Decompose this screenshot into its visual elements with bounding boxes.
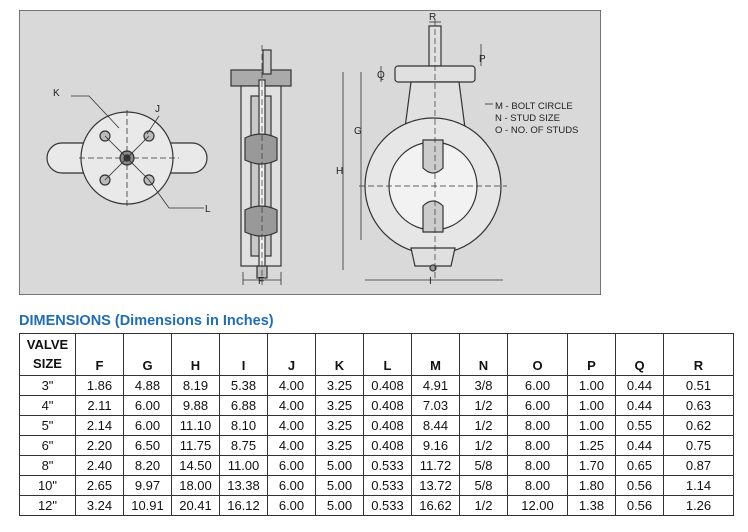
table-cell: 5.00 bbox=[316, 496, 364, 516]
legend-item: M - BOLT CIRCLE bbox=[495, 101, 573, 112]
table-cell: 1.00 bbox=[568, 396, 616, 416]
table-cell: 9.16 bbox=[412, 436, 460, 456]
label-k: K bbox=[53, 88, 60, 99]
column-header-k: K bbox=[316, 334, 364, 376]
table-cell: 3" bbox=[20, 376, 76, 396]
table-cell: 8.20 bbox=[124, 456, 172, 476]
table-cell: 0.408 bbox=[364, 416, 412, 436]
table-cell: 5" bbox=[20, 416, 76, 436]
table-cell: 9.88 bbox=[172, 396, 220, 416]
table-cell: 9.97 bbox=[124, 476, 172, 496]
table-cell: 4" bbox=[20, 396, 76, 416]
label-l: L bbox=[205, 204, 211, 215]
column-header-i: I bbox=[220, 334, 268, 376]
table-cell: 0.44 bbox=[616, 436, 664, 456]
table-cell: 4.00 bbox=[268, 436, 316, 456]
table-cell: 0.408 bbox=[364, 376, 412, 396]
table-cell: 1/2 bbox=[460, 496, 508, 516]
column-header-q: Q bbox=[616, 334, 664, 376]
table-cell: 0.44 bbox=[616, 376, 664, 396]
table-cell: 1.00 bbox=[568, 416, 616, 436]
table-row bbox=[20, 496, 734, 516]
table-header-row bbox=[20, 334, 734, 376]
label-h: H bbox=[336, 166, 344, 177]
table-cell: 20.41 bbox=[172, 496, 220, 516]
header-size: SIZE bbox=[33, 356, 62, 371]
table-cell: 4.91 bbox=[412, 376, 460, 396]
table-cell: 0.56 bbox=[616, 496, 664, 516]
table-cell: 1.00 bbox=[568, 376, 616, 396]
table-cell: 0.51 bbox=[664, 376, 734, 396]
table-cell: 0.44 bbox=[616, 396, 664, 416]
table-cell: 16.12 bbox=[220, 496, 268, 516]
table-cell: 8.10 bbox=[220, 416, 268, 436]
table-cell: 1.14 bbox=[664, 476, 734, 496]
table-row bbox=[20, 416, 734, 436]
table-cell: 6.00 bbox=[124, 396, 172, 416]
table-cell: 3.25 bbox=[316, 376, 364, 396]
table-cell: 6" bbox=[20, 436, 76, 456]
table-cell: 11.10 bbox=[172, 416, 220, 436]
dimensions-table bbox=[19, 333, 734, 516]
table-cell: 1.70 bbox=[568, 456, 616, 476]
column-header-r: R bbox=[664, 334, 734, 376]
table-cell: 1.86 bbox=[76, 376, 124, 396]
column-header-p: P bbox=[568, 334, 616, 376]
legend-item: O - NO. OF STUDS bbox=[495, 125, 579, 136]
table-cell: 3.25 bbox=[316, 396, 364, 416]
table-cell: 0.55 bbox=[616, 416, 664, 436]
table-cell: 6.00 bbox=[268, 476, 316, 496]
table-cell: 8.75 bbox=[220, 436, 268, 456]
table-cell: 0.62 bbox=[664, 416, 734, 436]
table-cell: 3.25 bbox=[316, 436, 364, 456]
table-cell: 6.50 bbox=[124, 436, 172, 456]
table-cell: 7.03 bbox=[412, 396, 460, 416]
table-cell: 11.72 bbox=[412, 456, 460, 476]
table-cell: 2.11 bbox=[76, 396, 124, 416]
table-cell: 10" bbox=[20, 476, 76, 496]
table-cell: 16.62 bbox=[412, 496, 460, 516]
table-cell: 6.00 bbox=[508, 376, 568, 396]
table-cell: 8.44 bbox=[412, 416, 460, 436]
table-cell: 0.533 bbox=[364, 476, 412, 496]
table-cell: 8.00 bbox=[508, 476, 568, 496]
table-cell: 0.75 bbox=[664, 436, 734, 456]
table-row bbox=[20, 436, 734, 456]
table-cell: 1.26 bbox=[664, 496, 734, 516]
table-cell: 1/2 bbox=[460, 396, 508, 416]
valve-technical-drawing bbox=[19, 10, 601, 295]
table-cell: 13.72 bbox=[412, 476, 460, 496]
table-cell: 5.00 bbox=[316, 456, 364, 476]
table-row bbox=[20, 456, 734, 476]
table-cell: 8.00 bbox=[508, 456, 568, 476]
table-row bbox=[20, 396, 734, 416]
table-cell: 6.00 bbox=[124, 416, 172, 436]
column-header-h: H bbox=[172, 334, 220, 376]
label-f: F bbox=[258, 276, 265, 287]
table-cell: 1/2 bbox=[460, 436, 508, 456]
table-cell: 4.00 bbox=[268, 376, 316, 396]
table-cell: 0.63 bbox=[664, 396, 734, 416]
table-cell: 2.20 bbox=[76, 436, 124, 456]
table-body bbox=[20, 376, 734, 516]
column-header-n: N bbox=[460, 334, 508, 376]
diagram-legend bbox=[495, 101, 578, 137]
table-cell: 8.00 bbox=[508, 416, 568, 436]
table-cell: 12" bbox=[20, 496, 76, 516]
table-cell: 6.00 bbox=[268, 456, 316, 476]
label-q: Q bbox=[377, 70, 385, 81]
table-cell: 8.19 bbox=[172, 376, 220, 396]
table-cell: 5.00 bbox=[316, 476, 364, 496]
table-cell: 0.408 bbox=[364, 396, 412, 416]
table-cell: 0.65 bbox=[616, 456, 664, 476]
table-cell: 5/8 bbox=[460, 456, 508, 476]
label-i: I bbox=[429, 276, 432, 287]
table-cell: 1.38 bbox=[568, 496, 616, 516]
table-cell: 2.14 bbox=[76, 416, 124, 436]
table-cell: 4.88 bbox=[124, 376, 172, 396]
table-cell: 2.40 bbox=[76, 456, 124, 476]
table-cell: 6.88 bbox=[220, 396, 268, 416]
table-cell: 8.00 bbox=[508, 436, 568, 456]
label-j: J bbox=[155, 104, 160, 115]
table-cell: 11.75 bbox=[172, 436, 220, 456]
table-cell: 3/8 bbox=[460, 376, 508, 396]
table-cell: 0.533 bbox=[364, 456, 412, 476]
column-header-g: G bbox=[124, 334, 172, 376]
table-cell: 0.408 bbox=[364, 436, 412, 456]
table-cell: 6.00 bbox=[268, 496, 316, 516]
legend-item: N - STUD SIZE bbox=[495, 113, 560, 124]
table-cell: 12.00 bbox=[508, 496, 568, 516]
header-valve: VALVE bbox=[26, 337, 69, 352]
table-cell: 18.00 bbox=[172, 476, 220, 496]
column-header-valve-size bbox=[20, 334, 76, 376]
column-header-m: M bbox=[412, 334, 460, 376]
table-cell: 14.50 bbox=[172, 456, 220, 476]
table-cell: 3.25 bbox=[316, 416, 364, 436]
table-cell: 6.00 bbox=[508, 396, 568, 416]
table-cell: 4.00 bbox=[268, 396, 316, 416]
table-cell: 1.80 bbox=[568, 476, 616, 496]
column-header-f: F bbox=[76, 334, 124, 376]
table-cell: 0.56 bbox=[616, 476, 664, 496]
dimensions-title: DIMENSIONS (Dimensions in Inches) bbox=[19, 313, 274, 329]
table-cell: 0.87 bbox=[664, 456, 734, 476]
table-row bbox=[20, 476, 734, 496]
table-cell: 5.38 bbox=[220, 376, 268, 396]
table-row bbox=[20, 376, 734, 396]
table-cell: 10.91 bbox=[124, 496, 172, 516]
table-cell: 1.25 bbox=[568, 436, 616, 456]
table-cell: 11.00 bbox=[220, 456, 268, 476]
table-cell: 5/8 bbox=[460, 476, 508, 496]
table-cell: 1/2 bbox=[460, 416, 508, 436]
column-header-j: J bbox=[268, 334, 316, 376]
table-cell: 4.00 bbox=[268, 416, 316, 436]
label-g: G bbox=[354, 126, 362, 137]
table-cell: 0.533 bbox=[364, 496, 412, 516]
column-header-o: O bbox=[508, 334, 568, 376]
label-r: R bbox=[429, 12, 437, 23]
table-cell: 13.38 bbox=[220, 476, 268, 496]
table-cell: 2.65 bbox=[76, 476, 124, 496]
label-p: P bbox=[479, 54, 486, 65]
column-header-l: L bbox=[364, 334, 412, 376]
table-cell: 3.24 bbox=[76, 496, 124, 516]
table-cell: 8" bbox=[20, 456, 76, 476]
